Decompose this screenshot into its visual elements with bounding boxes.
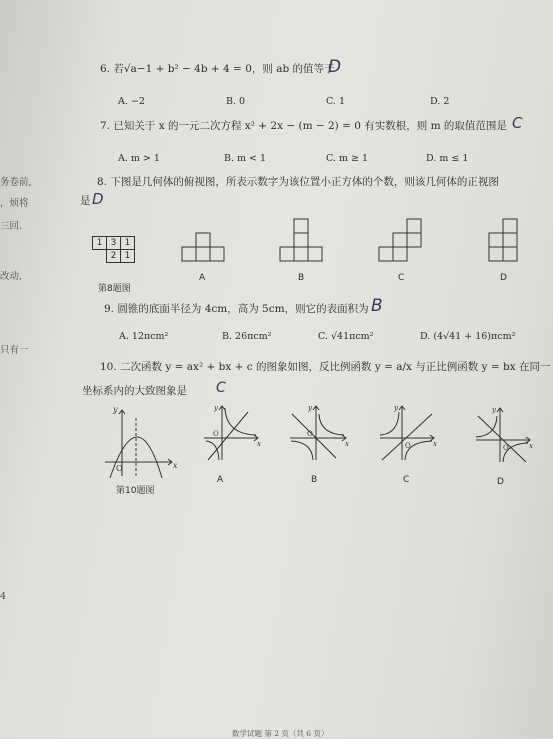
q10-parabola-figure xyxy=(100,402,180,480)
q10-option-c-label: C xyxy=(403,475,410,485)
q10-c-axis-y: y xyxy=(394,404,398,412)
q8-figure-caption: 第8题图 xyxy=(98,284,131,294)
q6-option-c: C. 1 xyxy=(326,96,346,107)
q10-option-c-figure xyxy=(376,402,438,464)
q6-option-b: B. 0 xyxy=(226,96,246,107)
q10-a-origin: O xyxy=(213,430,219,438)
q7-option-b: B. m < 1 xyxy=(224,153,267,164)
q9-option-a: A. 12πcm² xyxy=(119,331,169,342)
q9-option-b: B. 26πcm² xyxy=(222,331,272,342)
q6-option-d: D. 2 xyxy=(430,96,450,107)
q8-top-view-grid xyxy=(92,236,135,263)
margin-note: ，烦将 xyxy=(0,198,29,209)
q10-option-a-figure xyxy=(200,402,262,464)
q10-a-axis-y: y xyxy=(214,404,218,412)
q10-answer-mark: C xyxy=(216,380,226,396)
q7-answer-mark: C xyxy=(512,114,523,132)
q10-b-origin: O xyxy=(307,430,313,438)
q8-answer-mark: D xyxy=(92,190,104,208)
q10-figure-caption: 第10题图 xyxy=(116,486,155,496)
q8-option-b-figure xyxy=(280,218,326,266)
page-footer: 数学试题 第 2 页（共 6 页） xyxy=(232,729,329,738)
q10-main-origin: O xyxy=(116,464,123,473)
q9-answer-mark: B xyxy=(371,296,383,316)
grid-cell: 2 xyxy=(107,250,121,263)
q6-option-a: A. −2 xyxy=(118,96,145,107)
q10-option-b-figure xyxy=(286,402,350,464)
q10-main-axis-y: y xyxy=(113,405,118,414)
grid-cell: 1 xyxy=(121,237,135,250)
q8-option-b-label: B xyxy=(298,273,305,283)
q10-a-axis-x: x xyxy=(257,440,261,448)
q8-option-d-figure xyxy=(488,218,520,266)
q10-option-d-figure xyxy=(472,404,534,466)
q10-c-origin: O xyxy=(405,442,411,450)
q6-answer-mark: D xyxy=(328,57,342,77)
q8-option-a-label: A xyxy=(199,273,206,283)
q6-stem: 6. 若√a−1 + b² − 4b + 4 = 0，则 ab 的值等于 xyxy=(100,63,335,75)
q10-option-b-label: B xyxy=(311,475,318,485)
grid-cell: 1 xyxy=(121,250,135,263)
q8-stem-line1: 8. 下图是几何体的俯视图，所表示数字为该位置小正方体的个数，则该几何体的正视图 xyxy=(97,176,499,188)
q8-stem-line2: 是 xyxy=(80,195,91,207)
q10-c-axis-x: x xyxy=(433,440,437,448)
q10-main-axis-x: x xyxy=(173,461,178,470)
q8-option-a-figure xyxy=(182,232,228,266)
q10-option-d-label: D xyxy=(497,477,504,487)
grid-cell-empty xyxy=(93,250,107,263)
margin-note: 只有一 xyxy=(0,345,29,356)
margin-note: 4 xyxy=(0,591,7,602)
q9-stem: 9. 圆锥的底面半径为 4cm，高为 5cm，则它的表面积为 xyxy=(104,303,369,315)
q8-option-c-label: C xyxy=(398,273,405,283)
q8-option-d-label: D xyxy=(500,273,507,283)
margin-note: 务卷前, xyxy=(0,177,32,188)
q7-option-a: A. m > 1 xyxy=(118,153,160,164)
q7-option-d: D. m ≤ 1 xyxy=(426,153,469,164)
grid-cell: 1 xyxy=(93,237,107,250)
margin-note: 改动, xyxy=(0,271,23,282)
q9-option-d: D. (4√41 + 16)πcm² xyxy=(420,331,516,342)
q10-stem-line1: 10. 二次函数 y = ax² + bx + c 的图象如图，反比例函数 y = a/x 与正比例函数 y = bx 在同一 xyxy=(100,361,551,373)
q8-option-c-figure xyxy=(378,218,426,266)
margin-note: 三回. xyxy=(0,221,23,232)
q10-d-origin: O xyxy=(503,444,509,452)
q7-stem: 7. 已知关于 x 的一元二次方程 x² + 2x − (m − 2) = 0 有实数根，则 m 的取值范围是 xyxy=(100,120,507,132)
q7-option-c: C. m ≥ 1 xyxy=(326,153,369,164)
q10-stem-line2: 坐标系内的大致图象是 xyxy=(82,385,187,397)
q10-d-axis-x: x xyxy=(529,442,533,450)
q10-b-axis-x: x xyxy=(345,440,349,448)
grid-cell: 3 xyxy=(107,237,121,250)
q9-option-c: C. √41πcm² xyxy=(318,331,374,342)
q10-d-axis-y: y xyxy=(492,406,496,414)
q10-b-axis-y: y xyxy=(308,404,312,412)
q10-option-a-label: A xyxy=(217,475,224,485)
